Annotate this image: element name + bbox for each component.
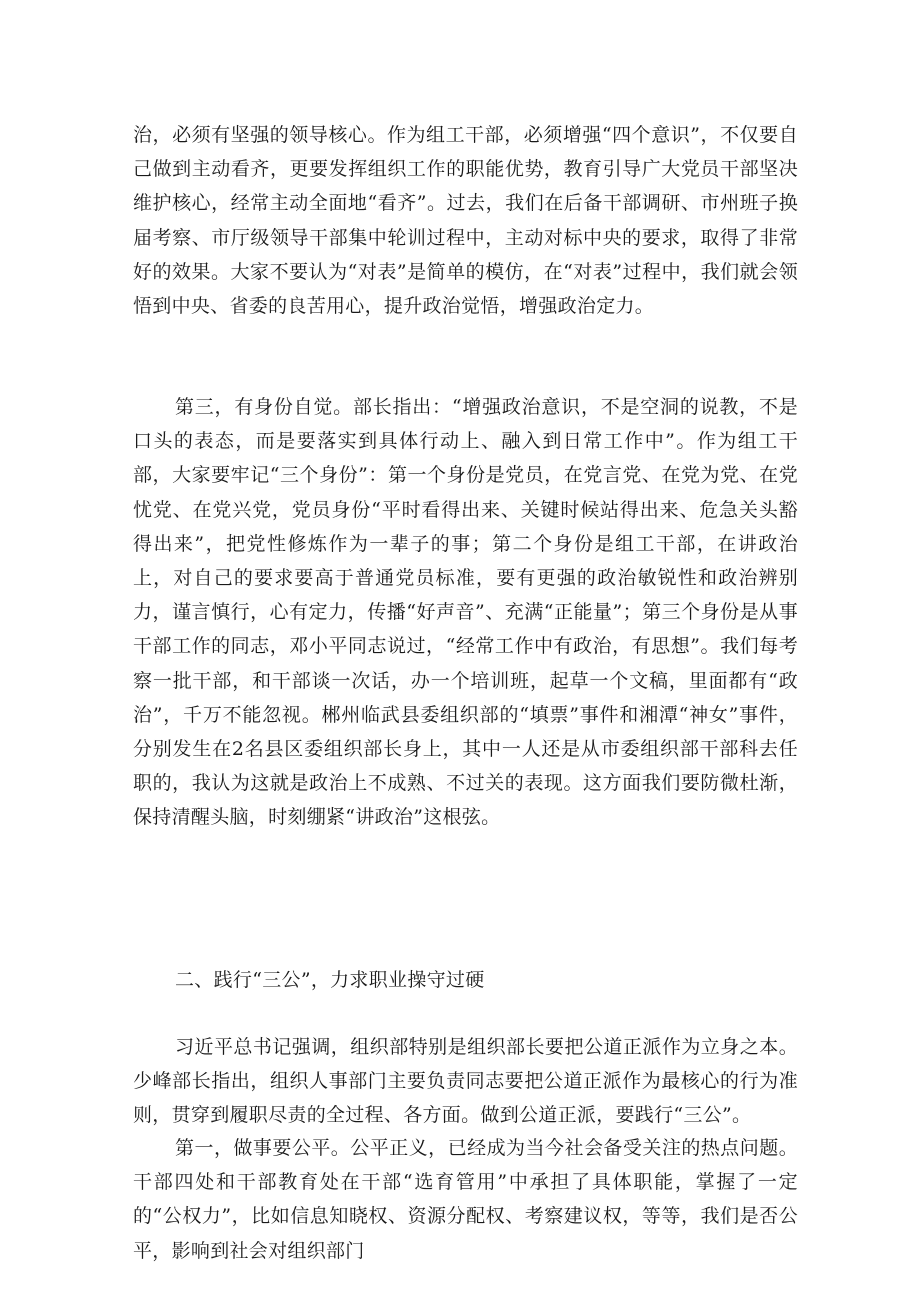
paragraph-3: 习近平总书记强调，组织部特别是组织部长要把公道正派作为立身之本。少峰部长指出，组织人事部门主要负责同志要把公道正派作为最核心的行为准则，贯穿到履职尽责的全过程、各方面。做到公道正派，要践行“三公”。 <box>133 1036 798 1127</box>
paragraph-1: 治，必须有坚强的领导核心。作为组工干部，必须增强“四个意识”，不仅要自己做到主动看齐，更要发挥组织工作的职能优势，教育引导广大党员干部坚决维护核心，经常主动全面地“看齐”。过去，我们在后备干部调研、市州班子换届考察、市厅级领导干部集中轮训过程中，主动对标中央的要求，取得了非常好的效果。大家不要认为“对表”是简单的模仿，在“对表”过程中，我们就会领悟到中央、省委的良苦用心，提升政治觉悟，增强政治定力。 <box>133 124 798 318</box>
paragraph-2: 第三，有身份自觉。部长指出：“增强政治意识，不是空洞的说教，不是口头的表态，而是要落实到具体行动上、融入到日常工作中”。作为组工干部，大家要牢记“三个身份”：第一个身份是党员，在党言党、在党为党、在党忧党、在党兴党，党员身份“平时看得出来、关键时候站得出来、危急关头豁得出来”，把党性修炼作为一辈子的事；第二个身份是组工干部，在讲政治上，对自己的要求要高于普通党员标准，要有更强的政治敏锐性和政治辨别力，谨言慎行，心有定力，传播“好声音”、充满“正能量”；第三个身份是从事干部工作的同志，邓小平同志说过，“经常工作中有政治，有思想”。我们每考察一批干部，和干部谈一次话，办一个培训班，起草一个文稿，里面都有“政治”，千万不能忽视。郴州临武县委组织部的“填票”事件和湘潭“神女”事件，分别发生在2名县区委组织部长身上，其中一人还是从市委组织部干部科去任职的，我认为这就是政治上不成熟、不过关的表现。这方面我们要防微杜渐，保持清醒头脑，时刻绷紧“讲政治”这根弦。 <box>133 396 798 829</box>
paragraph-4: 第一，做事要公平。公平正义，已经成为当今社会备受关注的热点问题。干部四处和干部教育处在干部“选育管用”中承担了具体职能，掌握了一定的“公权力”，比如信息知晓权、资源分配权、考察建议权，等等，我们是否公平，影响到社会对组织部门 <box>133 1137 798 1262</box>
section-heading: 二、践行“三公”，力求职业操守过硬 <box>175 969 485 991</box>
